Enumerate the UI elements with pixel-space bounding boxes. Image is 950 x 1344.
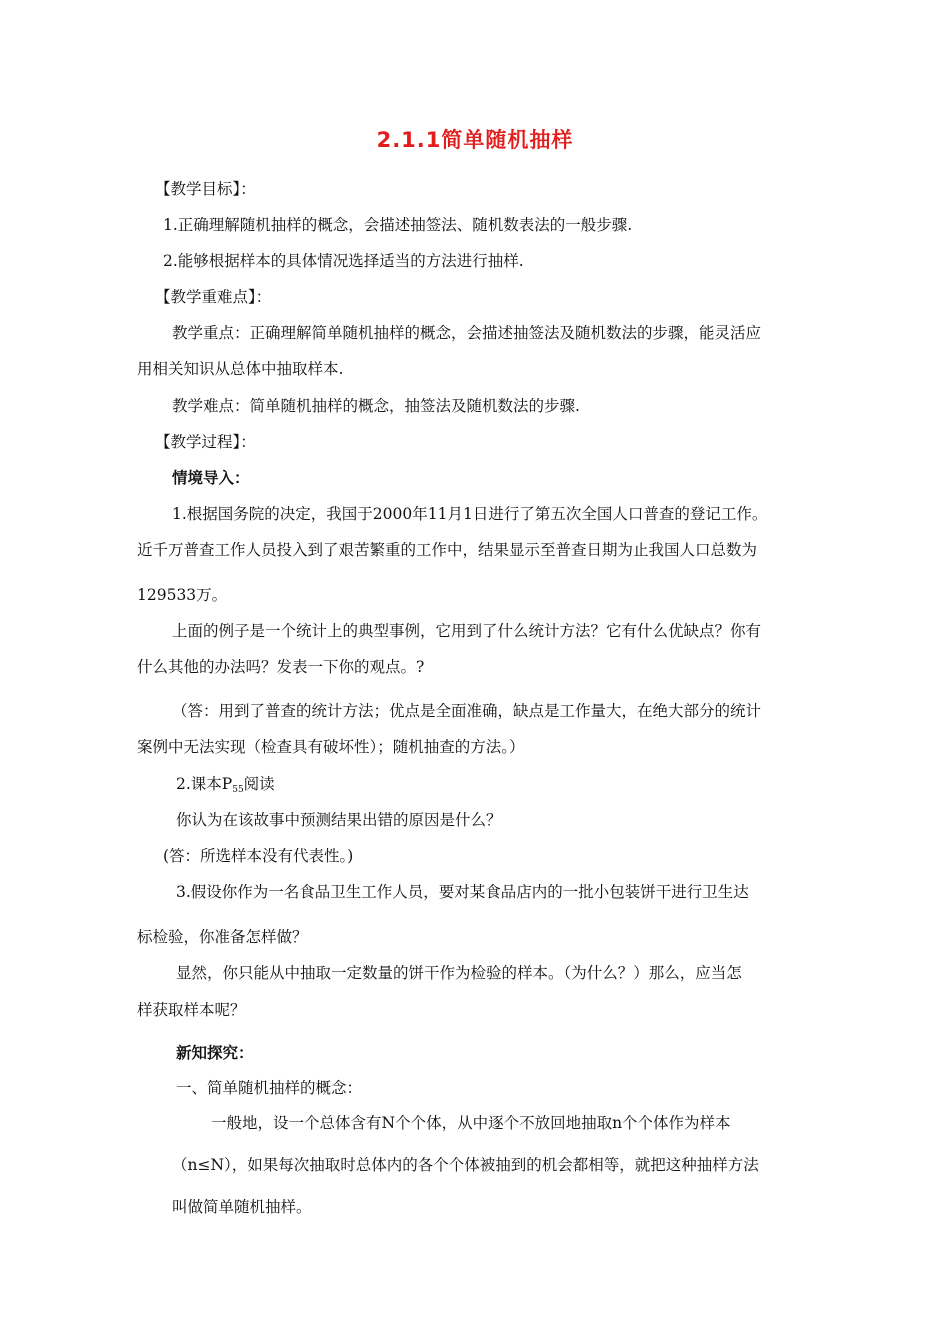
answer-1-line-1: （答：用到了普查的统计方法；优点是全面准确，缺点是工作量大，在绝大部分的统计 bbox=[172, 702, 762, 720]
textbook-reading-main: 2.课本P bbox=[176, 775, 233, 793]
paragraph-4-line-1: 显然，你只能从中抽取一定数量的饼干作为检验的样本。（为什么？）那么，应当怎 bbox=[176, 964, 742, 982]
textbook-reading-tail: 阅读 bbox=[243, 775, 275, 793]
paragraph-3-line-2: 标检验，你准备怎样做？ bbox=[137, 928, 308, 946]
key-points-heading: 【教学重难点】： bbox=[155, 288, 272, 306]
paragraph-3-line-1: 3.假设你作为一名食品卫生工作人员，要对某食品店内的一批小包装饼干进行卫生达 bbox=[176, 883, 749, 901]
objective-item-1: 1.正确理解随机抽样的概念，会描述抽签法、随机数表法的一般步骤. bbox=[163, 216, 633, 234]
concept-heading: 一、简单随机抽样的概念： bbox=[176, 1079, 363, 1097]
objectives-heading: 【教学目标】： bbox=[155, 180, 256, 198]
document-title: 2.1.1简单随机抽样 bbox=[376, 128, 574, 152]
paragraph-2-line-1: 上面的例子是一个统计上的典型事例，它用到了什么统计方法？它有什么优缺点？你有 bbox=[172, 622, 762, 640]
process-heading: 【教学过程】： bbox=[155, 433, 256, 451]
objective-item-2: 2.能够根据样本的具体情况选择适当的方法进行抽样. bbox=[163, 252, 524, 270]
paragraph-4-line-2: 样获取样本呢？ bbox=[137, 1001, 246, 1019]
definition-line-3: 叫做简单随机抽样。 bbox=[172, 1198, 312, 1216]
teaching-focus-line-1: 教学重点：正确理解简单随机抽样的概念，会描述抽签法及随机数法的步骤，能灵活应 bbox=[172, 324, 762, 342]
teaching-focus-line-2: 用相关知识从总体中抽取样本. bbox=[137, 360, 344, 378]
paragraph-1-line-3: 129533万。 bbox=[137, 586, 228, 604]
page-subscript: 55 bbox=[232, 785, 244, 795]
intro-heading: 情境导入： bbox=[172, 469, 250, 487]
teaching-difficulty: 教学难点：简单随机抽样的概念，抽签法及随机数法的步骤. bbox=[172, 397, 580, 415]
new-knowledge-heading: 新知探究： bbox=[176, 1044, 254, 1062]
textbook-reading bbox=[176, 774, 275, 800]
definition-line-2: （n≤N），如果每次抽取时总体内的各个个体被抽到的机会都相等，就把这种抽样方法 bbox=[172, 1156, 759, 1174]
paragraph-1-line-1: 1.根据国务院的决定，我国于2000年11月1日进行了第五次全国人口普查的登记工作。 bbox=[172, 505, 768, 523]
definition-line-1: 一般地，设一个总体含有N个个体，从中逐个不放回地抽取n个个体作为样本 bbox=[211, 1114, 731, 1132]
paragraph-2-line-2: 什么其他的办法吗？发表一下你的观点。? bbox=[137, 658, 425, 676]
answer-1-line-2: 案例中无法实现（检查具有破坏性）；随机抽查的方法。） bbox=[137, 738, 525, 756]
answer-2: (答：所选样本没有代表性。) bbox=[163, 847, 354, 865]
reading-question: 你认为在该故事中预测结果出错的原因是什么？ bbox=[176, 811, 502, 829]
paragraph-1-line-2: 近千万普查工作人员投入到了艰苦繁重的工作中，结果显示至普查日期为止我国人口总数为 bbox=[137, 541, 758, 559]
